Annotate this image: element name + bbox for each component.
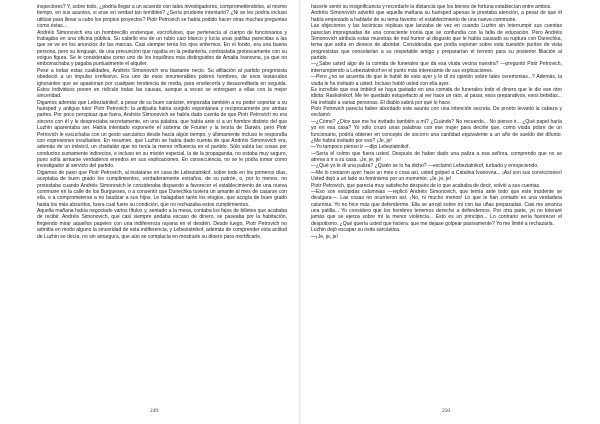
right-paragraph: —Sería el colmo que fuera usted. Después de haber dado una paliza a esa señora, comprendo que no se atreva a ir a su casa. ¡Je, je, je!: [311, 150, 562, 163]
left-page-number: 249: [150, 408, 159, 414]
right-paragraph: —Me lo contaron ayer: hace un mes o cosa así, usted golpeó a Catalina Ivanovna... ¡Así son sus convicciones! Usted dejó a un lado su feminismo por un momento. ¡Je, je, je!: [311, 169, 562, 183]
right-page-number: 250: [442, 408, 451, 414]
right-paragraph: Andréis Simonovich advirtió que aquella mañana su huésped apenas le prestaba atención, a pesar de que él había empezado a hablarle de su tema favorito: el establecimiento de una nueva commune.: [311, 10, 562, 23]
right-paragraph: —¿Sabe usted algo de la comida de funerales que da esa viuda vecina nuestra? —preguntó Piotr Petrovich, interrumpiendo a Lebeziatnikof en el punto más interesante de sus explicaciones.: [311, 61, 562, 74]
left-page-text: [37, 4, 287, 240]
right-paragraph: Piotr Petrovich parecía haber abordado este asunto con una intención secreta. De pronto levantó la cabeza y exclamó:: [311, 106, 562, 119]
left-paragraph: inspectores? Y, sobre todo, ¿podría llegar a un acuerdo con tales investigadores, comprometiéndolos, al mismo tiempo, en sus asuntos, si eran en verdad tan temibles? ¿Sería prudente intentarlo? ¿Ni se les podría incluso utilizar para llevar a cabo los propios proyectos? Piotr Petrovich se había podido hacer otras muchas preguntas como éstas...: [37, 4, 287, 30]
right-paragraph: Las objeciones y las lacónicas réplicas que lanzaba de vez en cuando Luzhin sin interrumpir sus cuentas parecían impregnadas de una consciente ironía que se confundía con la falta de educación. Pero Andréis Simonovich atribuía estas muestras de mal humor al disgusto que le había causado su ruptura con Dunechka, tema que ardía en deseos de abordar. Consideraba que podía exponer sobre esta cuestión puntos de vista progresistas que consolarían a su respetable amigo y prepararían el terreno para su posterior filiación al partido.: [311, 23, 562, 61]
right-page-text: [311, 4, 562, 240]
right-page: [300, 0, 600, 424]
right-paragraph: hacerle sentir su insignificancia y recordarle la distancia que los bienes de fortuna establecían entre ambos.: [311, 4, 552, 10]
right-paragraph: Es increíble que esa imbécil se haya gastado en una comida de funerales todo el dinero que le dio ese otro idiota: Raskolnikof. Me he quedado estupefacto al ver hace un rato, al pasar, esos preparativos, esos bebidas... Ha invitado a varias personas. El diablo sabrá por qué lo hace.: [311, 86, 562, 106]
right-paragraph: —¿Cómo? ¿Dice que me ha invitado también a mí? ¿Cuándo? No recuerdo... No pienso ir... ¿Qué papel haría yo en esa casa? Yo sólo cruzo unas palabras con ese mujer para decirle que, como viuda pobre de un funcionario, podría obtener en concepto de socorro una cantidad equivalente a un año de sueldo del difunto. ¿Me habrá invitado por eso? ¡Je, je!: [311, 118, 562, 144]
right-paragraph: —¡Je, je, je!: [311, 233, 338, 240]
right-paragraph: —Eso son estúpidas calumnias —replicó Andréis Simonovich, que temía ante todo que este incidente se divulgara—. Las cosas no ocurrieron así. ¡No, ni mucho menos! Lo que le han contado es una verdadera calumnia. Yo no hice más que defenderme. Ella se arrojó sobre mí con las uñas preparadas. Casi me arranca una patilla... Yo considero que los hombres tenemos derecho a defendernos. Por otra parte, yo no toleraré jamás que se ejerza sobre mí la menor violencia... Esto es un principio... Lo contrario sería favorecer el despotismo. ¿Qué quería usted que hiciera: que me dejase golpear pasivamente? Yo me limité a rechazarla.: [311, 188, 562, 227]
right-paragraph: —Yo tampoco pienso ir —dijo Lebeziatnikof.: [311, 144, 410, 151]
left-paragraph: Andréis Simonovich era un hombrecillo enclenque, escrofuloso, que pertenecía al cuerpo de funcionarios y trabajaba en una oficina pública. Su cabello era de un rubio casi blanco y lucía unas patillas parecidas a las que se ve en los anuncios de las marcas. Casi siempre tenía los ojos enfermos. En el fondo, era una buena persona, pero su lenguaje, de una presunción que rayaba en la pedantería, contrastaba grotescamente con su exiguo figura. Se le consideraba como uno de los inquilinos más distinguidos de Amalia Ivanovna, ya que no emborrachaba y pagaba puntualmente el alquiler.: [37, 29, 287, 68]
left-paragraph: Digamos de paso que Piotr Petrovich, al instalarse en casa de Lebeziatnikof, sobre todo en los primeros días, aceptaba de buen grado los cumplimientos, verdaderamente extraños, de su patrón, o, por lo menos, no protestaba cuando Andréis Simonovich le consideraba dispuesto a favorecer el establecimiento de una nueva commune en la calle de los Burgueses, o a consentir que Dunechka tuviera un amante al mes de casarse con ella, o a comprometerse a no bautizar a sus hijos. Le halagaban tanto los elogios, que acogía de buen grado hasta los más absurdos, fuera cual fuere su condición, que no rechazaba estos cumplimientos.: [37, 169, 287, 208]
left-paragraph: Digamos además que Lebeziatnikof, a pesar de su buen carácter, empezaba también a no poder soportar a su huésped y antiguo tutor Piotr Petrovich: la antipatía había surgido espontánea y recíprocamente por ambas partes. Por poco perspicaz que fuera, Andréis Simonovich se había dado cuenta de que Piotr Petrovich no era sincero con él y le despreciaba secretamente, en una palabra, que había ante sí a un hombre distinto del que Luzhin aparentaba ser. Había intentado exponerle el sistema de Fourier y la teoría de Darwin, pero Piotr Petrovich le escuchaba con un gesto sarcástico desde hacía algún tiempo, y últimamente incluso le respondía con expresiones insultantes. En resumen, que Luzhin se había dado cuenta de que Andréis Simonovich era, además de un imbécil, un charlatán que no tenía la menor influencia en el partido. Sólo sabía las cosas por conductos sumamente indirectos, e incluso en su misión especial, la de la propaganda, no estaba muy seguro, pues solía armarse verdaderos enredos en sus explicaciones. En consecuencia, no se le podía tomar como investigador al servicio del partido.: [37, 99, 287, 170]
right-paragraph: —¿Qué yo le di una paliza? ¿Quién se lo ha dicho? —exclamó Lebeziatnikof, turbado y enrojeciendo.: [311, 163, 539, 170]
right-paragraph: —Pero ¿no se acuerda de que le hablé de esto ayer y le di mi opinión sobre tales ceremonias...? Además, la viuda le ha invitado a usted. Incluso habló usted con ella ayer.: [311, 74, 562, 87]
right-paragraph: Piotr Petrovich, que parecía muy satisfecho después de lo que acababa de decir, volvió a sus cuentas.: [311, 182, 541, 189]
left-paragraph: Pese a todas estas cualidades, Andréis Simonovich era bastante necio. Su afiliación al partido progresista obedeció a un impulso irreflexivo. Era uno de esos innumerables pobres hombres, de esos testarudos ignorantes que se apasionan por cualquier tendencia de moda, para envilecerla y desacreditarla en seguida. Estos individuos ponen en ridículo todas las causas, aunque a veces se entreguen a ellas con la mejor sinceridad.: [37, 67, 287, 100]
left-paragraph: Aquella mañana había negociado varios títulos y, sentado a la mesa, contaba los fajos de billetes que acababa de recibir. Andréis Simonovich, que casi siempre andaba escaso de dinero, se paseaba por la habitación, fingiendo mirar aquellos papeles con una indiferencia rayana en el desdén. Desde luego, Piotr Petrovich no admitía en modo alguno la sinceridad de esta indiferencia, y Lebeziatnikof, además de comprender esta actitud de Luzhin se decía, no sin amargura, que aún se complacía en mostrarle su dinero para mortificarle,: [37, 208, 287, 240]
right-paragraph: Luzhin dejó escapar su risita sarcástica.: [311, 227, 401, 234]
